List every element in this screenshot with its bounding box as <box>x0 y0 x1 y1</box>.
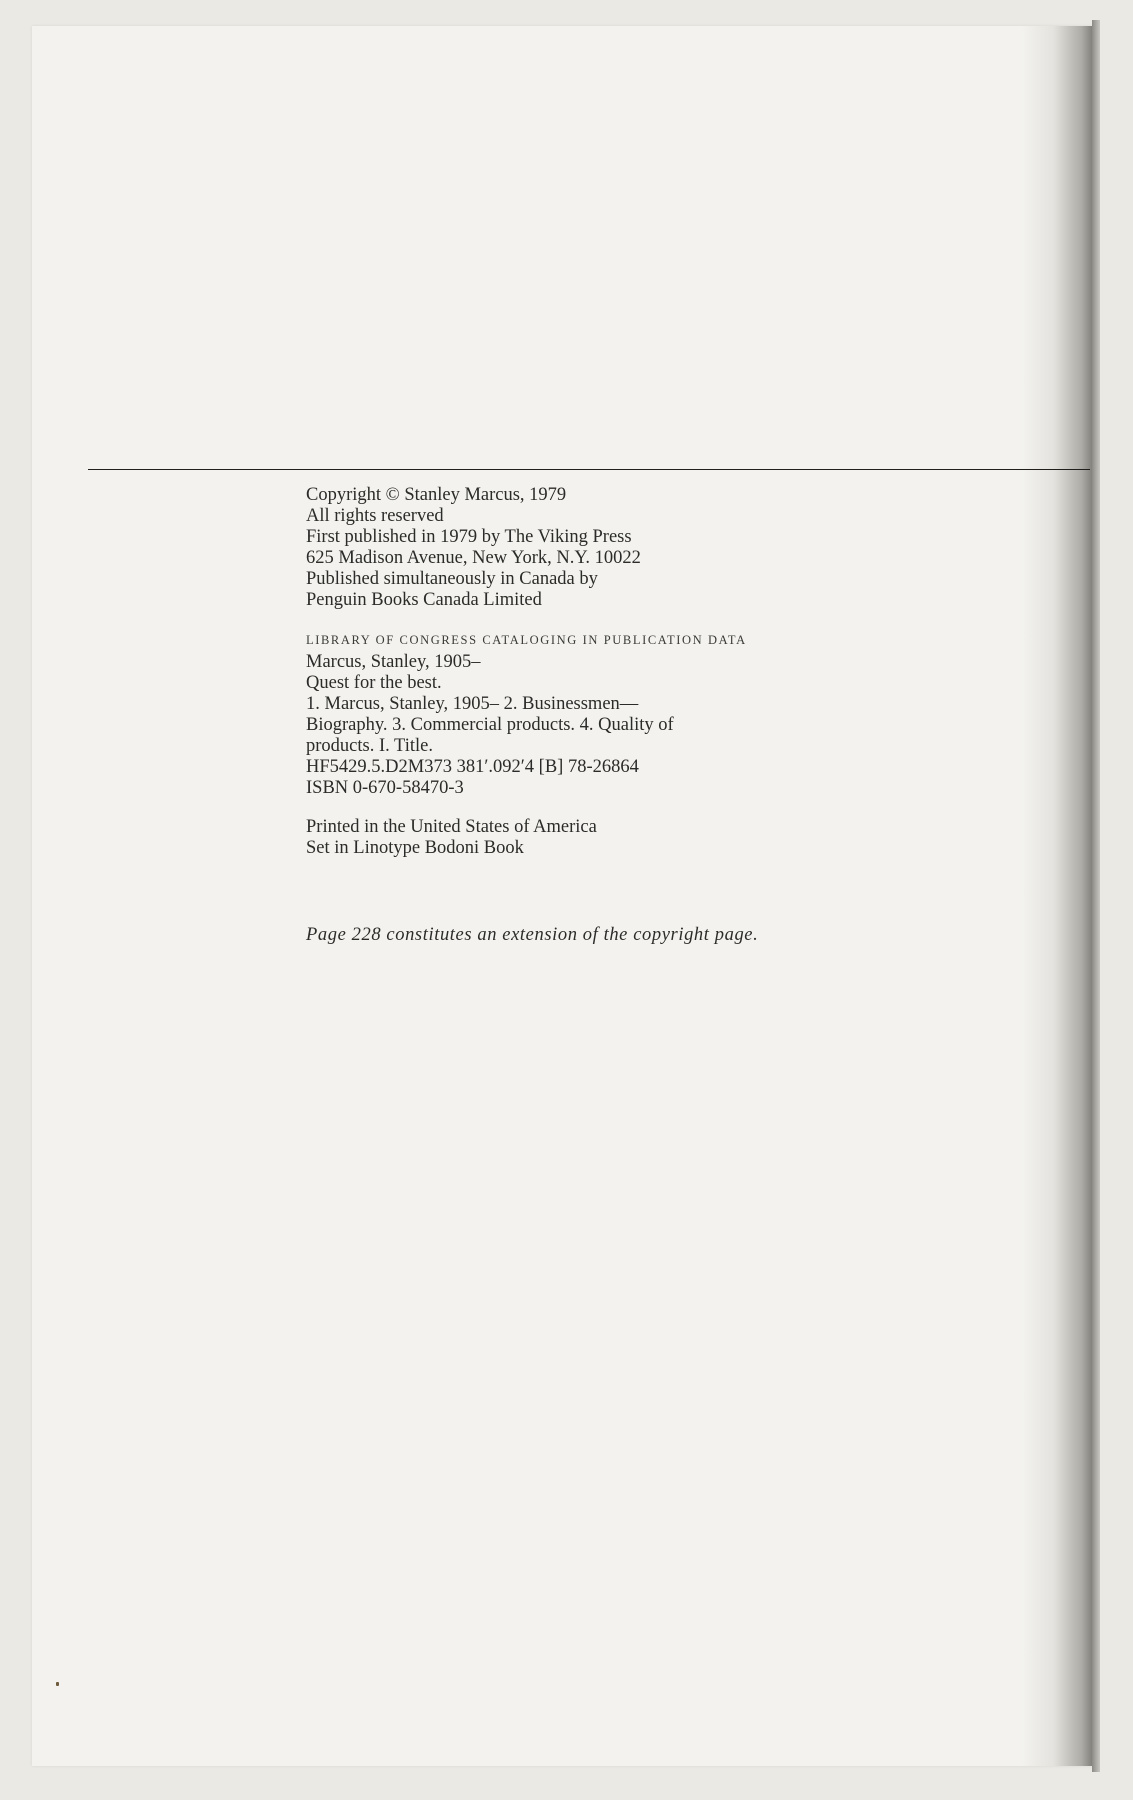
printing-block <box>306 817 597 859</box>
cip-line: products. I. Title. <box>306 736 433 756</box>
extension-note: Page 228 constitutes an extension of the copyright page. <box>306 925 759 945</box>
typeface-line: Set in Linotype Bodoni Book <box>306 838 524 858</box>
canada-line: Published simultaneously in Canada by <box>306 569 598 589</box>
copyright-block <box>306 485 641 611</box>
rights-line: All rights reserved <box>306 506 444 526</box>
copyright-line: Copyright © Stanley Marcus, 1979 <box>306 485 567 505</box>
cip-line: Biography. 3. Commercial products. 4. Quality of <box>306 715 674 735</box>
spine-shadow <box>1022 26 1092 1766</box>
cip-line: Quest for the best. <box>306 673 442 693</box>
cip-block <box>306 652 674 799</box>
printed-in-line: Printed in the United States of America <box>306 817 597 837</box>
page-edge <box>1092 20 1100 1772</box>
paper-speck <box>56 1682 59 1686</box>
publisher-address-line: 625 Madison Avenue, New York, N.Y. 10022 <box>306 548 641 568</box>
cip-classification-line: HF5429.5.D2M373 381′.092′4 [B] 78-26864 <box>306 757 639 777</box>
first-published-line: First published in 1979 by The Viking Press <box>306 527 632 547</box>
horizontal-rule <box>88 469 1090 470</box>
isbn-line: ISBN 0-670-58470-3 <box>306 778 464 798</box>
cip-heading: LIBRARY OF CONGRESS CATALOGING IN PUBLICATION DATA <box>306 633 747 647</box>
cip-line: Marcus, Stanley, 1905– <box>306 652 481 672</box>
book-page <box>32 26 1092 1766</box>
canada-publisher-line: Penguin Books Canada Limited <box>306 590 542 610</box>
cip-line: 1. Marcus, Stanley, 1905– 2. Businessmen— <box>306 694 639 714</box>
